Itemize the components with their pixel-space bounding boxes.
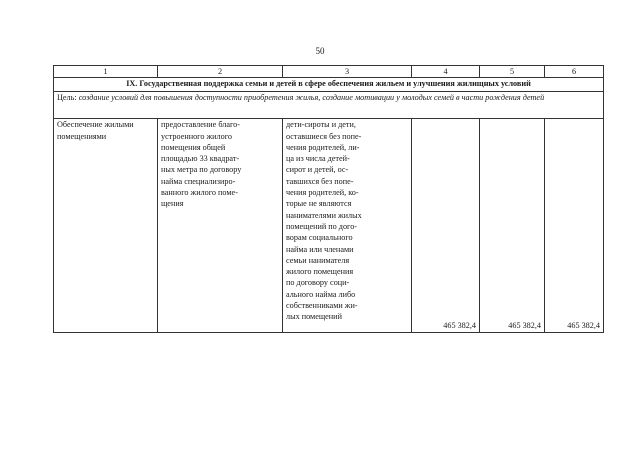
measure-content-cell: предоставление благо- устроенного жилого помещения общей площадью 33 квадрат- ных метра по договору найма специализиро- ванного жилого поме- щения — [158, 119, 283, 333]
column-number: 4 — [412, 66, 480, 78]
column-number: 3 — [283, 66, 412, 78]
goal-text: создание условий для повышения доступности приобретения жилья, создание мотивации у молодых семей в части рождения детей — [78, 93, 545, 103]
measure-name-cell: Обеспечение жилыми помещениями — [54, 119, 158, 333]
amount-cell-6: 465 382,4 — [545, 119, 604, 333]
section-row — [54, 78, 604, 92]
column-number-row — [54, 66, 604, 78]
column-number: 2 — [158, 66, 283, 78]
program-table — [53, 65, 604, 333]
section-title: IX. Государственная поддержка семьи и детей в сфере обеспечения жильем и улучшения жилищных условий — [54, 78, 604, 92]
goal-cell — [54, 92, 604, 119]
column-number: 6 — [545, 66, 604, 78]
page-number: 50 — [315, 46, 325, 56]
goal-label: Цель: — [57, 93, 77, 103]
column-number: 5 — [480, 66, 545, 78]
recipients-cell: дети-сироты и дети, оставшиеся без попе- чения родителей, ли- ца из числа детей- сирот и детей, ос- тавшихся без попе- чения родителей, ко- торые не являются нанимателями жилых помещений по дого- ворам социального найма или членами семьи нанимателя жилого помещения по договору соци- ального найма либо собственниками жи- лых помещений — [283, 119, 412, 333]
table-row — [54, 119, 604, 333]
amount-cell-5: 465 382,4 — [480, 119, 545, 333]
goal-row — [54, 92, 604, 119]
amount-cell-4: 465 382,4 — [412, 119, 480, 333]
column-number: 1 — [54, 66, 158, 78]
